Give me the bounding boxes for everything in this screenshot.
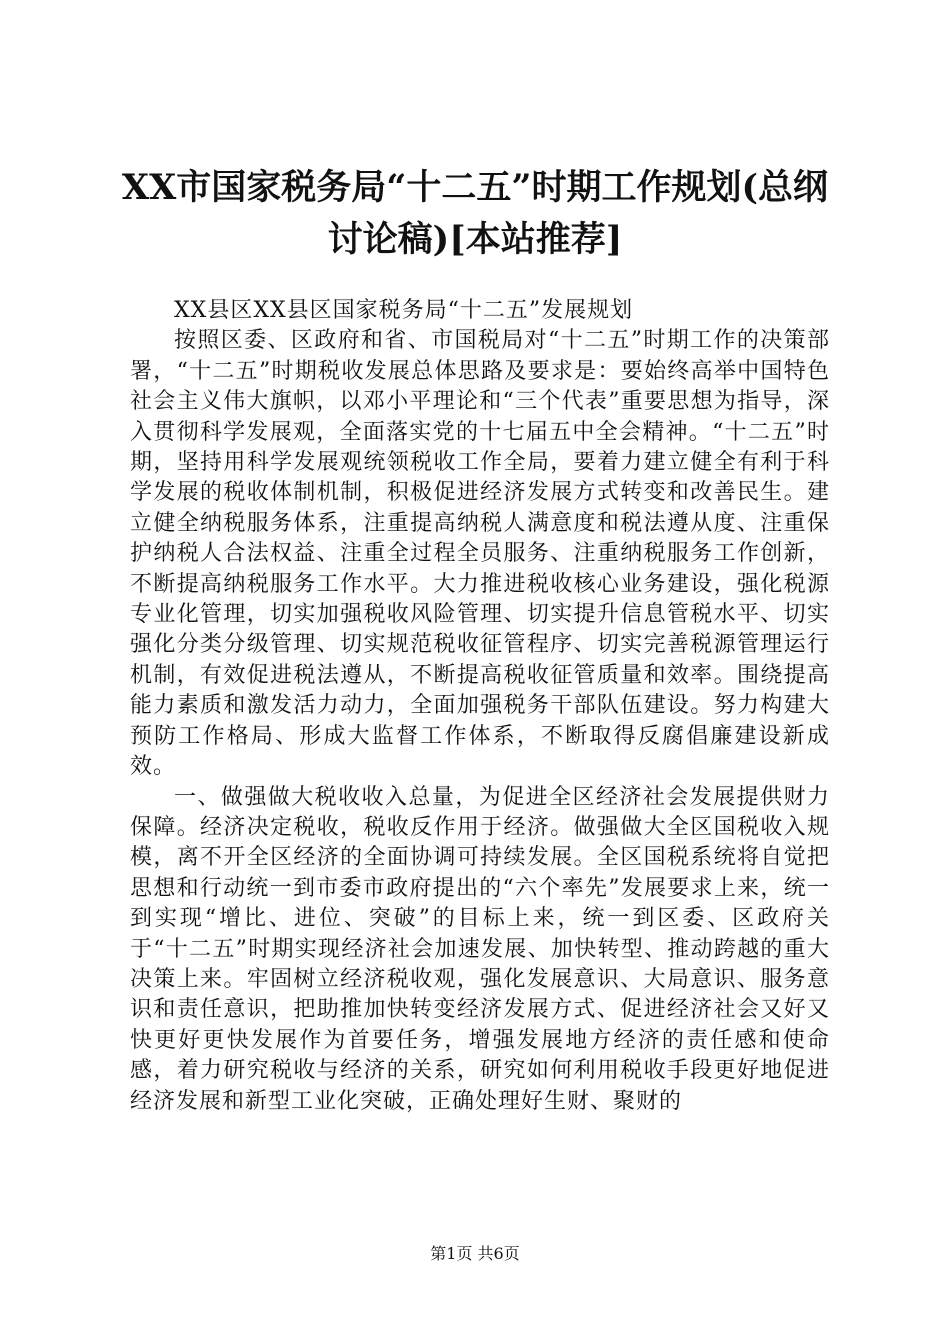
body-paragraph: 一、做强做大税收收入总量，为促进全区经济社会发展提供财力保障。经济决定税收，税收反作用于经济。做强做大全区国税收入规模，离不开全区经济的全面协调可持续发展。全区国税系统将自觉把思想和行动统一到市委市政府提出的“六个率先”发展要求上来，统一到实现“增比、进位、突破”的目标上来，统一到区委、区政府关于“十二五”时期实现经济社会加速发展、加快转型、推动跨越的重大决策上来。牢固树立经济税收观，强化发展意识、大局意识、服务意识和责任意识，把助推加快转变经济发展方式、促进经济社会又好又快更好更快发展作为首要任务，增强发展地方经济的责任感和使命感，着力研究税收与经济的关系，研究如何利用税收手段更好地促进经济发展和新型工业化突破，正确处理好生财、聚财的 [130, 784, 830, 1114]
document-body [130, 296, 830, 1117]
page-footer: 第1页 共6页 [430, 1244, 520, 1263]
body-paragraph: 按照区委、区政府和省、市国税局对“十二五”时期工作的决策部署，“十二五”时期税收发展总体思路及要求是：要始终高举中国特色社会主义伟大旗帜，以邓小平理论和“三个代表”重要思想为指导，深入贯彻科学发展观，全面落实党的十七届五中全会精神。“十二五”时期，坚持用科学发展观统领税收工作全局，要着力建立健全有利于科学发展的税收体制机制，积极促进经济发展方式转变和改善民生。建立健全纳税服务体系，注重提高纳税人满意度和税法遵从度、注重保护纳税人合法权益、注重全过程全员服务、注重纳税服务工作创新，不断提高纳税服务工作水平。大力推进税收核心业务建设，强化税源专业化管理，切实加强税收风险管理、切实提升信息管税水平、切实强化分类分级管理、切实规范税收征管程序、切实完善税源管理运行机制，有效促进税法遵从，不断提高税收征管质量和效率。围绕提高能力素质和激发活力动力，全面加强税务干部队伍建设。努力构建大预防工作格局、形成大监督工作体系，不断取得反腐倡廉建设新成效。 [130, 328, 830, 780]
document-title: XX市国家税务局“十二五”时期工作规划(总纲讨论稿)[本站推荐] [121, 167, 829, 260]
subtitle-paragraph: XX县区XX县区国家税务局“十二五”发展规划 [174, 298, 634, 323]
